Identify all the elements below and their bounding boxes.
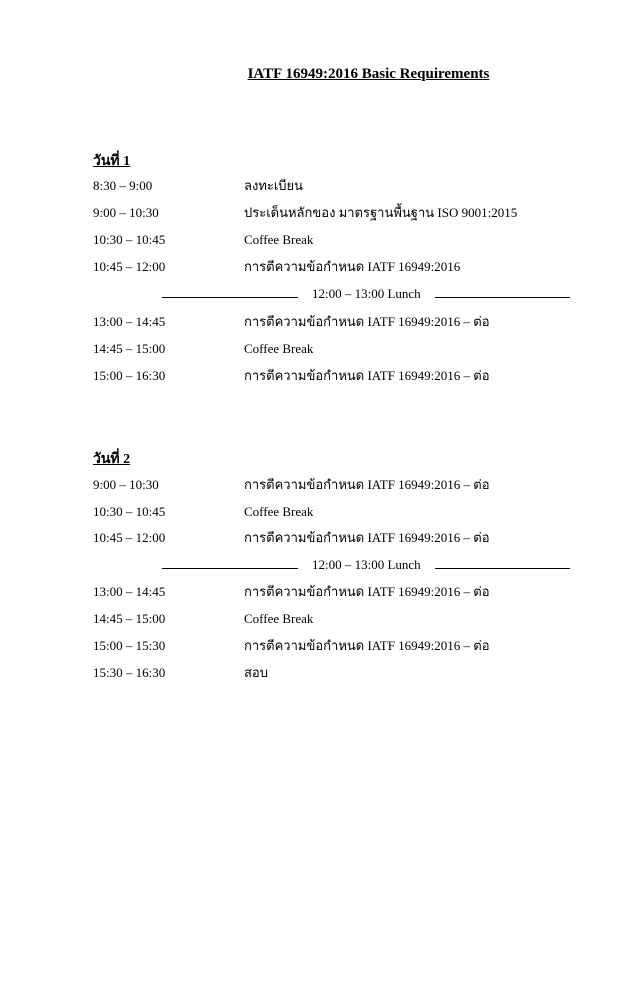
page-title-text: IATF 16949:2016 Basic Requirements: [247, 66, 490, 82]
lunch-label: 12:00 – 13:00 Lunch: [312, 286, 421, 301]
activity: ลงทะเบียน: [244, 178, 304, 193]
time-slot: 9:00 – 10:30: [93, 477, 159, 492]
lunch-label: 12:00 – 13:00 Lunch: [312, 557, 421, 572]
time-slot: 10:30 – 10:45: [93, 232, 166, 247]
schedule-row: [93, 637, 573, 655]
day-1-heading: วันที่ 1: [93, 154, 131, 169]
schedule-row: [93, 313, 573, 331]
schedule-row: [93, 664, 573, 682]
schedule-row: [93, 503, 573, 521]
schedule-row: [93, 340, 573, 358]
activity: การตีความข้อกำหนด IATF 16949:2016 – ต่อ: [244, 368, 490, 383]
activity: การตีความข้อกำหนด IATF 16949:2016 – ต่อ: [244, 584, 490, 599]
activity: การตีความข้อกำหนด IATF 16949:2016 – ต่อ: [244, 530, 490, 545]
time-slot: 15:00 – 15:30: [93, 638, 166, 653]
time-slot: 9:00 – 10:30: [93, 205, 159, 220]
activity: Coffee Break: [244, 504, 314, 519]
schedule-row: [93, 231, 573, 249]
activity: Coffee Break: [244, 341, 314, 356]
divider-line-left: [162, 297, 298, 298]
schedule-row: [93, 258, 573, 276]
divider-line-right: [435, 297, 570, 298]
activity: การตีความข้อกำหนด IATF 16949:2016 – ต่อ: [244, 477, 490, 492]
time-slot: 14:45 – 15:00: [93, 341, 166, 356]
time-slot: 10:45 – 12:00: [93, 259, 166, 274]
activity: การตีความข้อกำหนด IATF 16949:2016: [244, 259, 461, 274]
schedule-row: [93, 610, 573, 628]
activity: การตีความข้อกำหนด IATF 16949:2016 – ต่อ: [244, 314, 490, 329]
day-2-heading: วันที่ 2: [93, 452, 131, 467]
time-slot: 15:00 – 16:30: [93, 368, 166, 383]
time-slot: 13:00 – 14:45: [93, 584, 166, 599]
schedule-row: [93, 529, 573, 547]
activity: Coffee Break: [244, 611, 314, 626]
schedule-row: [93, 204, 573, 222]
page-title: [0, 66, 635, 83]
divider-line-right: [435, 568, 570, 569]
time-slot: 10:30 – 10:45: [93, 504, 166, 519]
time-slot: 10:45 – 12:00: [93, 530, 166, 545]
time-slot: 14:45 – 15:00: [93, 611, 166, 626]
schedule-row: [93, 476, 573, 494]
schedule-row: [93, 583, 573, 601]
activity: การตีความข้อกำหนด IATF 16949:2016 – ต่อ: [244, 638, 490, 653]
activity: สอบ: [244, 665, 268, 680]
activity: Coffee Break: [244, 232, 314, 247]
lunch-divider: [162, 285, 570, 303]
activity: ประเด็นหลักของ มาตรฐานพื้นฐาน ISO 9001:2015: [244, 205, 518, 220]
time-slot: 8:30 – 9:00: [93, 178, 153, 193]
lunch-divider: [162, 556, 570, 574]
schedule-row: [93, 177, 573, 195]
divider-line-left: [162, 568, 298, 569]
schedule-row: [93, 367, 573, 385]
time-slot: 15:30 – 16:30: [93, 665, 166, 680]
time-slot: 13:00 – 14:45: [93, 314, 166, 329]
